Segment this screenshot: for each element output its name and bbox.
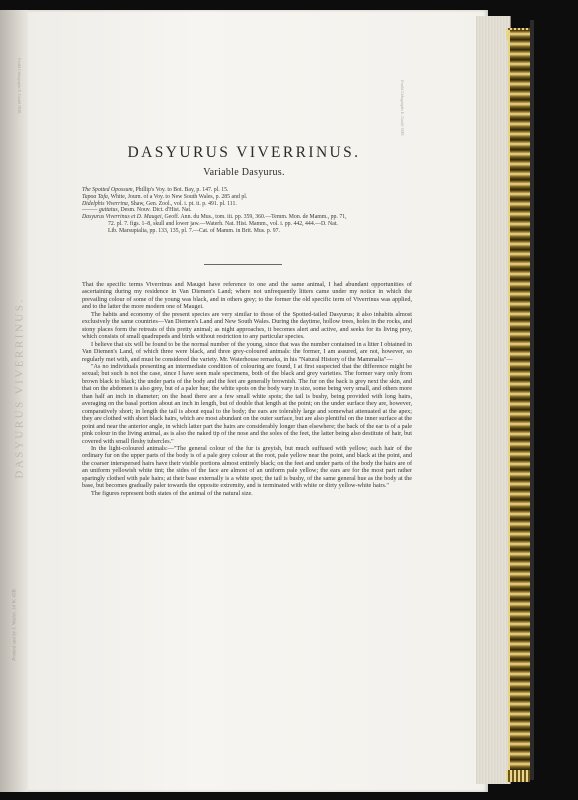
synonym-line: Dasyurus Viverrinus et D. Maugei, Geoff. Ann. du Mus., tom. iii. pp. 359, 360.—Temm. Mon. de Mamm., pp. 71, (82, 214, 347, 221)
show-through-note-right: Ewald Lithographs E. Gould 1848. (400, 80, 405, 137)
body-paragraph: That the specific terms Viverrinus and Maugei have reference to one and the same animal, I had abundant opportunities of ascertaining during my residence in Van Diemen's Land; where not unfrequently litters came under my notice in which the prevailing colour of some of the young was black, and in others grey; to the former the old specific term of Viverrinus was applied, and to the latter the more modern one of Maugei. (82, 281, 412, 311)
gilt-fore-edge (508, 30, 532, 770)
page-subtitle: Variable Dasyurus. (203, 167, 285, 178)
section-rule (204, 264, 282, 265)
gilt-edge-cap-bottom (506, 770, 530, 782)
closing-paragraph: The figures represent both states of the animal of the natural size. (91, 489, 253, 497)
quote-paragraph: "As no individuals presenting an intermediate condition of colouring are found, I at first suspected that the difference might be sexual; but such is not the case, since I have seen male specimens, both of the black and grey varieties. The former vary only from brown black to black; the under parts of the body and the feet are generally brownish. The fur on the back is grey next the skin, and that on the abdomen is also grey, but of a paler hue; the white spots on the body vary in size, some being very small, and others more than half an inch in diameter; on the head there are a few small white spots; the tail is bushy, being provided with long hairs, averaging on the basal portion about an inch in length, but of double that length at the point; on the under surface they are, however, comparatively short; in length the tail is about equal to the body; the ears are tolerably large and somewhat attenuated at the apex; they are clothed with short black hairs, which are most abundant on the outer surface, but are also plentiful on the inner surface at the point and near the anterior angle, in which latter part the hairs are considerably longer than elsewhere; the back of the ear is of a pale pink colour in the living animal, as is also the naked tip of the nose and the soles of the feet, the latter being also destitute of hair, but covered with small fleshy tubercles." (82, 362, 412, 445)
synonym-line: ——— guttatus, Desm. Nouv. Dict. d'Hist. Nat. (82, 207, 192, 214)
show-through-note-left: Ewald Lithographs E. Gould 1848. (17, 58, 22, 114)
show-through-credit: Printed and by J. Walter, 14 W. 43B. (12, 588, 18, 661)
synonym-line: 72. pl. 7. figs. 1–8, skull and lower jaw.—Waterh. Nat. Hist. Mamm., vol. i. pp. 442, 444.—D. Nat. (108, 220, 338, 227)
synonym-line: Lib. Marsupialia, pp. 133, 135, pl. 7.—Cat. of Mamm. in Brit. Mus. p. 97. (108, 227, 280, 234)
synonym-line: Tapoa Tafa, White, Journ. of a Voy. to New South Wales, p. 285 and pl. (82, 193, 248, 200)
synonym-line: Didelphis Viverrina, Shaw, Gen. Zool., vol. i. pt. ii. p. 491. pl. 111. (82, 200, 237, 207)
cover-edge (530, 20, 534, 780)
synonym-line: The Spotted Opossum, Phillip's Voy. to Bot. Bay, p. 147. pl. 15. (82, 187, 229, 193)
body-text (82, 281, 412, 497)
body-paragraph: I believe that six will be found to be the normal number of the young, since that was the number contained in a litter I obtained in Van Diemen's Land, of which three were black, and three grey-coloured animals: the former, I am assured, are not, however, so regularly met with, and must be considered the variety. Mr. Waterhouse remarks, in his "Natural History of the Mammalia"— (82, 340, 412, 363)
show-through-title: DASYURUS VIVERRINUS. (13, 297, 26, 479)
body-paragraph: The habits and economy of the present species are very similar to those of the Spotted-tailed Dasyurus; it also inhabits almost exclusively the same countries—Van Diemen's Land and New South Wales. During the daytime, hollow trees, holes in the rocks, and stony places form the retreats of this pretty animal; as night approaches, it becomes alert and active, and seeks for its living prey, which consists of small quadrupeds and birds without restriction to any particular species. (82, 310, 412, 341)
page-title: DASYURUS VIVERRINUS. (127, 144, 361, 161)
synonymy-block (82, 187, 402, 235)
page-edges (476, 16, 511, 784)
quote-paragraph: In the light-coloured animals:—"The general colour of the fur is greyish, but much suffused with yellow; each hair of the ordinary fur on the upper parts of the body is of a pale grey colour at the root, pale yellow near the point, and black at the point, and the coarser interspersed hairs have their visible portions almost entirely black; on the feet and under parts of the body the hairs are of an uniform yellowish white tint; the sides of the face are almost of an uniform pale yellow; the ears are for the most part rather sparingly clothed with pale hairs; at their base externally is a white spot; the tail is bushy, of the same general hue as the body at the base, but becomes gradually paler towards the opposite extremity, and is terminated with white or dirty yellow-white hairs." (82, 444, 412, 490)
